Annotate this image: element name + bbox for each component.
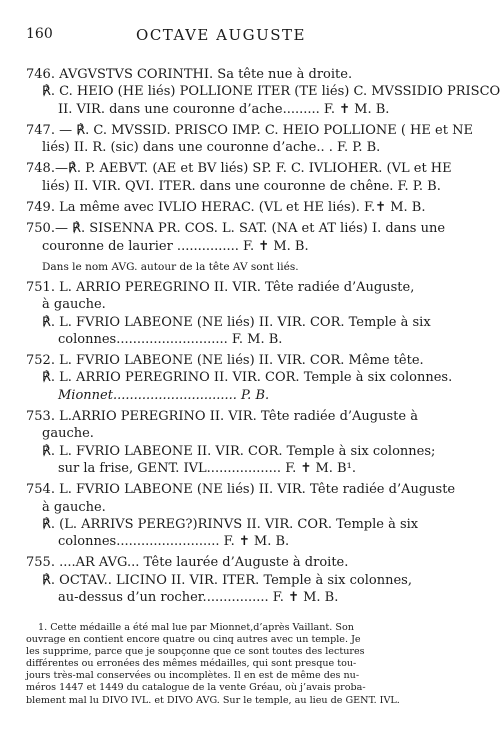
entry-752-reverse-cont: Mionnet.............................. P. B. bbox=[58, 387, 270, 403]
footnote-line: méros 1447 et 1449 du catalogue de la vente Gréau, où j’avais proba- bbox=[26, 682, 366, 694]
entry-754-reverse: ℟. (L. ARRIVS PEREG?)RINVS II. VIR. COR. Temple à six bbox=[42, 516, 419, 532]
entry-748-line: 748.—℟. P. AEBVT. (AE et BV liés) SP. F. C. IVLIOHER. (VL et HE bbox=[26, 161, 452, 177]
entry-754-reverse-cont: colonnes......................... F. ✝ M. B. bbox=[58, 534, 290, 550]
entry-747-cont: liés) II. R. (sic) dans une couronne d’ache.. . F. P. B. bbox=[42, 140, 381, 156]
catalog-entries bbox=[26, 66, 500, 606]
entry-753-cont: gauche. bbox=[42, 426, 94, 442]
footnote-line: différentes ou erronées des mêmes médailles, qui sont presque tou- bbox=[26, 658, 357, 670]
entry-750-cont: couronne de laurier ............... F. ✝ M. B. bbox=[42, 238, 309, 254]
entry-751-line: 751. L. ARRIO PEREGRINO II. VIR. Tête radiée d’Auguste, bbox=[26, 279, 415, 295]
running-title: OCTAVE AUGUSTE bbox=[136, 26, 306, 44]
entry-750-line: 750.— ℟. SISENNA PR. COS. L. SAT. (NA et AT liés) I. dans une bbox=[26, 221, 446, 237]
entry-753-line: 753. L.ARRIO PEREGRINO II. VIR. Tête radiée d’Auguste à bbox=[26, 409, 418, 425]
entry-749-line: 749. La même avec IVLIO HERAC. (VL et HE liés). F.✝ M. B. bbox=[26, 200, 426, 216]
entry-746-reverse: ℟. C. HEIO (HE liés) POLLIONE ITER (TE liés) C. MVSSIDIO PRISCO bbox=[42, 84, 500, 100]
entry-755-reverse: ℟. OCTAV.. LICINO II. VIR. ITER. Temple à six colonnes, bbox=[42, 572, 412, 588]
footnote bbox=[26, 622, 418, 707]
entry-752-line: 752. L. FVRIO LABEONE (NE liés) II. VIR. COR. Même tête. bbox=[26, 353, 424, 369]
entry-755-reverse-cont: au-dessus d’un rocher................ F. ✝ M. B. bbox=[58, 590, 339, 606]
entry-746-line: 746. AVGVSTVS CORINTHI. Sa tête nue à droite. bbox=[26, 67, 353, 82]
entry-746-reverse-cont: II. VIR. dans une couronne d’ache......... F. ✝ M. B. bbox=[58, 101, 390, 117]
entry-747-line: 747. — ℟. C. MVSSID. PRISCO IMP. C. HEIO POLLIONE ( HE et NE bbox=[26, 122, 473, 138]
ligature-note: Dans le nom AVG. autour de la tête AV sont liés. bbox=[42, 260, 299, 273]
footnote-line: blement mal lu DIVO IVL. et DIVO AVG. Sur le temple, au lieu de GENT. IVL. bbox=[26, 694, 400, 706]
entry-755-line: 755. ....AR AVG... Tête laurée d’Auguste à droite. bbox=[26, 555, 349, 571]
entry-751-reverse-cont: colonnes........................... F. M. B. bbox=[58, 331, 283, 347]
entry-754-line: 754. L. FVRIO LABEONE (NE liés) II. VIR. Tête radiée d’Auguste bbox=[26, 482, 456, 498]
entry-753-reverse: ℟. L. FVRIO LABEONE II. VIR. COR. Temple à six colonnes; bbox=[42, 443, 436, 459]
footnote-line: 1. Cette médaille a été mal lue par Mionnet,d’après Vaillant. Son bbox=[38, 622, 354, 633]
footnote-line: ouvrage en contient encore quatre ou cinq autres avec un temple. Je bbox=[26, 634, 361, 646]
entry-754-cont: à gauche. bbox=[42, 499, 106, 515]
entry-751-cont: à gauche. bbox=[42, 297, 106, 313]
footnote-line: jours très-mal conservées ou incomplètes. Il en est de même des nu- bbox=[26, 670, 360, 682]
entry-748-cont: liés) II. VIR. QVI. ITER. dans une couronne de chêne. F. P. B. bbox=[42, 178, 441, 194]
entry-752-reverse: ℟. L. ARRIO PEREGRINO II. VIR. COR. Temple à six colonnes. bbox=[42, 370, 453, 386]
footnote-line: les supprime, parce que je soupçonne que ce sont toutes des lectures bbox=[26, 646, 365, 658]
page-header bbox=[26, 26, 416, 46]
entry-751-reverse: ℟. L. FVRIO LABEONE (NE liés) II. VIR. COR. Temple à six bbox=[42, 314, 431, 330]
entry-753-reverse-cont: sur la frise, GENT. IVL.................. F. ✝ M. B¹. bbox=[58, 460, 356, 476]
page-number: 160 bbox=[26, 26, 53, 42]
